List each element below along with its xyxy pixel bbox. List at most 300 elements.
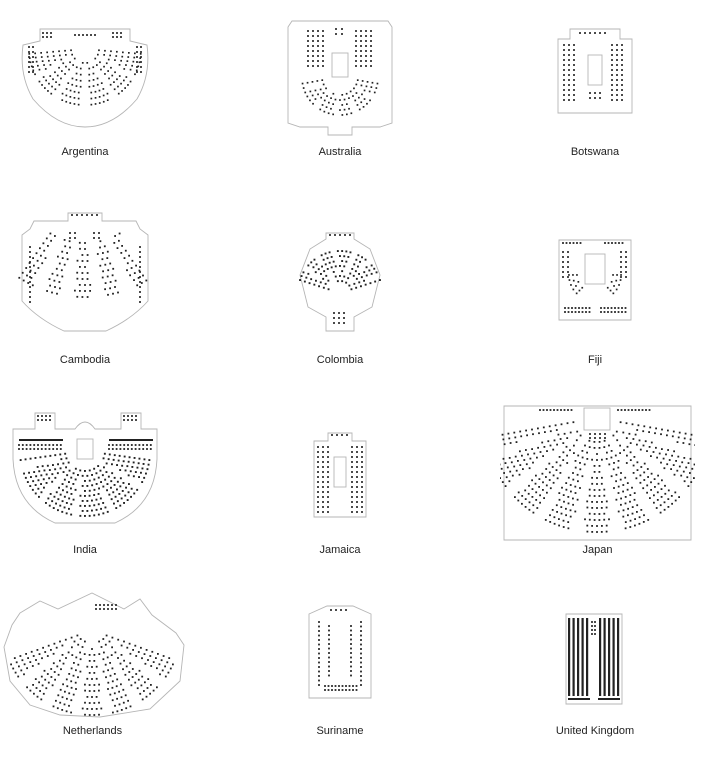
seat	[129, 643, 131, 645]
seat	[356, 84, 358, 86]
seat	[660, 462, 662, 464]
seat	[322, 491, 324, 493]
seat	[120, 252, 122, 254]
seat	[60, 78, 62, 80]
seat	[575, 311, 577, 313]
seat	[573, 421, 575, 423]
seat	[136, 56, 138, 58]
seat	[99, 61, 101, 63]
seat	[29, 296, 31, 298]
seat	[570, 284, 572, 286]
seat	[606, 531, 608, 533]
seat	[535, 483, 537, 485]
seat	[327, 486, 329, 488]
seat	[655, 447, 657, 449]
seat	[621, 54, 623, 56]
seat	[355, 50, 357, 52]
seat	[603, 513, 605, 515]
seat	[566, 462, 568, 464]
seat	[505, 462, 507, 464]
seat	[116, 36, 118, 38]
seat	[650, 489, 652, 491]
seat	[118, 691, 120, 693]
seat	[360, 45, 362, 47]
seat	[563, 44, 565, 46]
seat	[563, 84, 565, 86]
seat	[578, 281, 580, 283]
chamber-label: Japan	[582, 544, 613, 556]
seat	[350, 675, 352, 677]
seat	[49, 278, 51, 280]
seat	[318, 626, 320, 628]
seat	[618, 307, 620, 309]
seat	[74, 97, 76, 99]
seat	[111, 472, 113, 474]
seat	[620, 276, 622, 278]
seat	[89, 284, 91, 286]
seat	[616, 274, 618, 276]
seat	[42, 36, 44, 38]
seat	[621, 64, 623, 66]
seat	[573, 64, 575, 66]
seat	[122, 689, 124, 691]
seat	[70, 680, 72, 682]
seat	[52, 444, 54, 446]
seat	[77, 635, 79, 637]
seat	[640, 482, 642, 484]
seat	[139, 61, 141, 63]
seat	[321, 254, 323, 256]
seat	[66, 502, 68, 504]
seat	[322, 104, 324, 106]
seat	[60, 444, 62, 446]
seat	[134, 457, 136, 459]
seat	[94, 58, 96, 60]
seat	[618, 511, 620, 513]
seat	[591, 507, 593, 509]
seat	[121, 245, 123, 247]
seat	[578, 311, 580, 313]
seat	[351, 511, 353, 513]
seat	[365, 284, 367, 286]
seat	[145, 473, 147, 475]
seat	[373, 268, 375, 270]
seat	[350, 648, 352, 650]
seat	[317, 60, 319, 62]
seat	[364, 90, 366, 92]
seat	[521, 495, 523, 497]
seat	[114, 705, 116, 707]
seat	[132, 676, 134, 678]
seat	[55, 503, 57, 505]
seat	[629, 501, 631, 503]
seat	[107, 93, 109, 95]
seat	[30, 444, 32, 446]
seat	[608, 445, 610, 447]
seat	[579, 468, 581, 470]
seat	[353, 263, 355, 265]
seat	[562, 251, 564, 253]
seat	[307, 30, 309, 32]
seat	[127, 448, 129, 450]
seat	[54, 468, 56, 470]
seat	[657, 499, 659, 501]
seat	[142, 468, 144, 470]
seat	[139, 296, 141, 298]
seat	[338, 685, 340, 687]
seat	[547, 440, 549, 442]
seat	[94, 684, 96, 686]
seat	[121, 645, 123, 647]
seat	[379, 279, 381, 281]
seat	[107, 604, 109, 606]
seat	[100, 69, 102, 71]
seat	[105, 644, 107, 646]
seat	[568, 54, 570, 56]
seat	[355, 259, 357, 261]
seat	[62, 489, 64, 491]
seat	[32, 665, 34, 667]
seat	[356, 491, 358, 493]
seat	[645, 409, 647, 411]
seat	[99, 608, 101, 610]
seat	[115, 608, 117, 610]
seat	[131, 684, 133, 686]
seat	[84, 641, 86, 643]
seat	[45, 444, 47, 446]
seat	[112, 32, 114, 34]
seat	[161, 659, 163, 661]
seat	[690, 439, 692, 441]
seat	[82, 62, 84, 64]
seat	[351, 486, 353, 488]
seat	[556, 461, 558, 463]
seat	[552, 449, 554, 451]
seat-bench	[598, 698, 620, 700]
seat	[620, 479, 622, 481]
seat	[622, 432, 624, 434]
seat	[545, 476, 547, 478]
seat	[538, 486, 540, 488]
seat	[371, 86, 373, 88]
seat	[574, 511, 576, 513]
seat	[84, 714, 86, 716]
seat	[673, 464, 675, 466]
seat	[317, 471, 319, 473]
seat	[350, 91, 352, 93]
seat	[550, 487, 552, 489]
seat	[75, 489, 77, 491]
seat	[59, 505, 61, 507]
seat	[106, 257, 108, 259]
seat	[93, 660, 95, 662]
seat	[91, 510, 93, 512]
seat	[337, 250, 339, 252]
seat	[122, 668, 124, 670]
seat	[18, 666, 20, 668]
seat	[81, 214, 83, 216]
seat	[42, 685, 44, 687]
seat	[126, 76, 128, 78]
seat	[33, 655, 35, 657]
seat	[322, 471, 324, 473]
seat	[601, 525, 603, 527]
seat	[135, 415, 137, 417]
seat	[350, 630, 352, 632]
seat	[101, 82, 103, 84]
seat	[360, 40, 362, 42]
seat	[616, 499, 618, 501]
seat	[64, 704, 66, 706]
seat	[47, 245, 49, 247]
seat	[80, 74, 82, 76]
seat	[643, 472, 645, 474]
seat	[582, 450, 584, 452]
seat	[148, 464, 150, 466]
chamber-outline	[300, 233, 380, 331]
seat	[130, 81, 132, 83]
seat	[317, 481, 319, 483]
seat	[656, 457, 658, 459]
seat	[102, 638, 104, 640]
seat	[532, 462, 534, 464]
seat	[84, 702, 86, 704]
chamber-label: Jamaica	[319, 544, 361, 556]
seat	[307, 35, 309, 37]
seat	[30, 458, 32, 460]
seat	[123, 444, 125, 446]
seat	[45, 68, 47, 70]
seat	[91, 484, 93, 486]
seat	[121, 56, 123, 58]
seat	[59, 263, 61, 265]
seat	[318, 653, 320, 655]
seat	[345, 261, 347, 263]
seat	[123, 482, 125, 484]
seat	[56, 444, 58, 446]
seat	[328, 639, 330, 641]
seat	[596, 507, 598, 509]
seat	[46, 52, 48, 54]
seat	[634, 525, 636, 527]
seat	[556, 444, 558, 446]
seat	[322, 466, 324, 468]
seat	[109, 694, 111, 696]
seat	[29, 286, 31, 288]
seat	[589, 513, 591, 515]
seat	[89, 672, 91, 674]
seat	[566, 446, 568, 448]
seat	[643, 479, 645, 481]
seat	[39, 653, 41, 655]
seat	[70, 49, 72, 51]
seat	[102, 277, 104, 279]
seat	[89, 690, 91, 692]
seat	[529, 501, 531, 503]
seat	[123, 502, 125, 504]
seat	[69, 470, 71, 472]
seat	[553, 409, 555, 411]
seat	[40, 474, 42, 476]
seat	[568, 44, 570, 46]
seat	[360, 630, 362, 632]
seat	[322, 30, 324, 32]
seat	[103, 652, 105, 654]
seat	[314, 259, 316, 261]
seat	[79, 652, 81, 654]
seat	[357, 104, 359, 106]
seat	[89, 684, 91, 686]
seat	[105, 676, 107, 678]
seat	[35, 493, 37, 495]
seat	[34, 73, 36, 75]
seat	[118, 493, 120, 495]
seat	[650, 481, 652, 483]
seat	[532, 496, 534, 498]
seat	[48, 477, 50, 479]
seat	[57, 75, 59, 77]
seat	[611, 74, 613, 76]
seat	[86, 62, 88, 64]
seat	[107, 276, 109, 278]
seat	[320, 273, 322, 275]
seat	[68, 673, 70, 675]
seat	[29, 485, 31, 487]
seat	[64, 50, 66, 52]
seat	[620, 256, 622, 258]
seat	[330, 97, 332, 99]
seat	[352, 685, 354, 687]
seat	[360, 30, 362, 32]
seat	[103, 457, 105, 459]
seat	[146, 649, 148, 651]
seating-plan-cambodia	[10, 205, 160, 345]
seat	[664, 467, 666, 469]
seat	[68, 705, 70, 707]
seat	[43, 478, 45, 480]
seat	[61, 709, 63, 711]
seat	[322, 45, 324, 47]
seat	[106, 471, 108, 473]
seat	[669, 459, 671, 461]
seat	[318, 662, 320, 664]
seat	[78, 98, 80, 100]
seat	[355, 35, 357, 37]
seat	[120, 663, 122, 665]
seat	[42, 60, 44, 62]
seat	[54, 235, 56, 237]
seat	[117, 710, 119, 712]
seat	[554, 523, 556, 525]
seat	[89, 290, 91, 292]
seat	[537, 447, 539, 449]
seat	[317, 476, 319, 478]
seat	[96, 696, 98, 698]
seat	[57, 498, 59, 500]
seat	[691, 468, 693, 470]
seat	[355, 55, 357, 57]
seat	[54, 477, 56, 479]
seat	[100, 508, 102, 510]
seat	[563, 494, 565, 496]
seat	[77, 260, 79, 262]
seat	[50, 649, 52, 651]
seat	[616, 49, 618, 51]
seat	[121, 696, 123, 698]
seat	[135, 471, 137, 473]
seat	[64, 691, 66, 693]
seat	[327, 446, 329, 448]
seat	[139, 261, 141, 263]
seat	[123, 419, 125, 421]
seat	[89, 714, 91, 716]
seat	[23, 673, 25, 675]
seat	[339, 265, 341, 267]
seat	[359, 109, 361, 111]
seat	[74, 237, 76, 239]
seat	[545, 519, 547, 521]
seat	[141, 282, 143, 284]
seat	[355, 40, 357, 42]
seat	[661, 496, 663, 498]
seat	[639, 523, 641, 525]
seat	[66, 512, 68, 514]
seat	[589, 307, 591, 309]
seat	[329, 251, 331, 253]
seat	[307, 55, 309, 57]
seat	[24, 663, 26, 665]
seat	[553, 482, 555, 484]
seat	[567, 261, 569, 263]
seat	[89, 660, 91, 662]
seat	[54, 280, 56, 282]
seat	[620, 271, 622, 273]
seat	[95, 608, 97, 610]
seat	[341, 33, 343, 35]
seat	[584, 464, 586, 466]
seat	[113, 503, 115, 505]
seat	[322, 451, 324, 453]
seat	[374, 92, 376, 94]
seat	[545, 468, 547, 470]
seat	[107, 608, 109, 610]
seat	[319, 109, 321, 111]
seat	[351, 471, 353, 473]
seat	[341, 94, 343, 96]
seat	[121, 654, 123, 656]
seat	[327, 511, 329, 513]
chamber-label: Colombia	[316, 354, 364, 366]
seat	[313, 284, 315, 286]
seat	[312, 30, 314, 32]
chamber-united-kingdom	[540, 610, 650, 740]
seat	[356, 496, 358, 498]
seat	[640, 509, 642, 511]
seat	[615, 280, 617, 282]
seat	[328, 689, 330, 691]
seat	[68, 462, 70, 464]
seat	[601, 477, 603, 479]
seat	[582, 457, 584, 459]
seat	[560, 472, 562, 474]
seat	[84, 495, 86, 497]
seat	[118, 240, 120, 242]
seat	[653, 451, 655, 453]
seat	[25, 477, 27, 479]
seat	[29, 266, 31, 268]
chamber-label: Suriname	[316, 725, 364, 737]
seat	[535, 475, 537, 477]
